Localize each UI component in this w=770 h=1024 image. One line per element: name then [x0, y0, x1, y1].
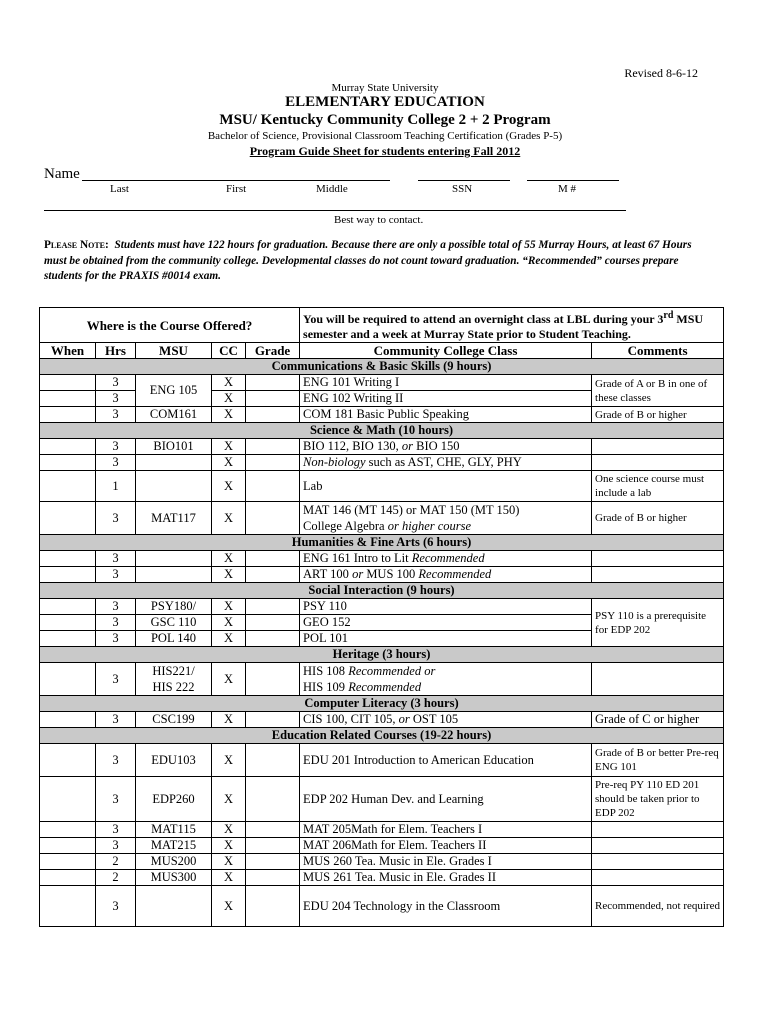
cc-cell: X — [212, 663, 246, 696]
section-title: Heritage (3 hours) — [40, 647, 724, 663]
class-cell: COM 181 Basic Public Speaking — [300, 407, 592, 423]
cc-cell: X — [212, 391, 246, 407]
when-cell[interactable] — [40, 822, 96, 838]
name-field[interactable] — [82, 180, 390, 181]
hrs-cell: 3 — [96, 615, 136, 631]
when-cell[interactable] — [40, 712, 96, 728]
class-cell: MUS 260 Tea. Music in Ele. Grades I — [300, 854, 592, 870]
lbl-notice-b: MSU semester and a week at Murray State prior to Student Teaching. — [303, 312, 704, 341]
when-cell[interactable] — [40, 375, 96, 391]
cc-cell: X — [212, 551, 246, 567]
section-social — [40, 583, 724, 599]
class-cell: MUS 261 Tea. Music in Ele. Grades II — [300, 870, 592, 886]
where-offered-heading: Where is the Course Offered? — [40, 308, 300, 343]
column-header-row — [40, 343, 724, 359]
col-grade: Grade — [246, 343, 300, 359]
table-row — [40, 439, 724, 455]
university-name: Murray State University — [331, 82, 439, 94]
when-cell[interactable] — [40, 615, 96, 631]
grade-cell[interactable] — [246, 455, 300, 471]
class-cell: GEO 152 — [300, 615, 592, 631]
grade-cell[interactable] — [246, 567, 300, 583]
msu-cell — [136, 886, 212, 927]
cc-cell: X — [212, 599, 246, 615]
class-cell — [300, 712, 592, 728]
table-row — [40, 870, 724, 886]
msu-line-2: HIS 222 — [152, 680, 195, 694]
section-science-math — [40, 423, 724, 439]
class-cell — [300, 502, 592, 535]
grade-cell[interactable] — [246, 599, 300, 615]
cc-cell: X — [212, 502, 246, 535]
class-text-b: MUS 100 — [363, 567, 419, 581]
cc-cell: X — [212, 455, 246, 471]
msu-cell: MAT115 — [136, 822, 212, 838]
ssn-label: SSN — [452, 183, 473, 195]
msu-cell: BIO101 — [136, 439, 212, 455]
grade-cell[interactable] — [246, 631, 300, 647]
table-row — [40, 375, 724, 391]
when-cell[interactable] — [40, 631, 96, 647]
grade-cell[interactable] — [246, 439, 300, 455]
grade-cell[interactable] — [246, 471, 300, 502]
grade-cell[interactable] — [246, 777, 300, 822]
contact-field[interactable] — [44, 210, 626, 211]
class-line-2: College Algebra — [303, 519, 388, 533]
hrs-cell: 3 — [96, 391, 136, 407]
cc-cell: X — [212, 439, 246, 455]
table-row — [40, 407, 724, 423]
when-cell[interactable] — [40, 838, 96, 854]
comment-cell: Grade of B or better Pre-req ENG 101 — [592, 744, 724, 777]
comment-cell — [592, 567, 724, 583]
class-cell: EDU 201 Introduction to American Education — [300, 744, 592, 777]
section-title: Humanities & Fine Arts (6 hours) — [40, 535, 724, 551]
section-title: Social Interaction (9 hours) — [40, 583, 724, 599]
class-text: ART 100 — [303, 567, 353, 581]
when-cell[interactable] — [40, 663, 96, 696]
table-row — [40, 551, 724, 567]
hrs-cell: 3 — [96, 599, 136, 615]
comment-cell: Grade of B or higher — [592, 407, 724, 423]
table-row — [40, 599, 724, 615]
class-text: BIO 112, BIO 130, — [303, 439, 402, 453]
cc-cell: X — [212, 886, 246, 927]
section-heritage — [40, 647, 724, 663]
name-label: Name — [44, 166, 80, 182]
class-recommended: Recommended — [411, 551, 485, 565]
class-or: or — [401, 439, 413, 453]
hrs-cell: 3 — [96, 502, 136, 535]
class-cell: POL 101 — [300, 631, 592, 647]
comment-cell: Recommended, not required — [592, 886, 724, 927]
table-row — [40, 777, 724, 822]
when-cell[interactable] — [40, 551, 96, 567]
cc-cell: X — [212, 712, 246, 728]
lbl-notice-a: You will be required to attend an overnight class at LBL during your 3 — [303, 312, 664, 326]
grade-cell[interactable] — [246, 375, 300, 391]
table-row — [40, 744, 724, 777]
please-note — [44, 238, 716, 285]
grade-cell[interactable] — [246, 886, 300, 927]
hrs-cell: 3 — [96, 439, 136, 455]
degree-subtitle: Bachelor of Science, Provisional Classroom Teaching Certification (Grades P-5) — [207, 130, 563, 142]
grade-cell[interactable] — [246, 838, 300, 854]
msu-line-1: HIS221/ — [152, 664, 195, 678]
class-line-1: MAT 146 (MT 145) or MAT 150 (MT 150) — [303, 503, 520, 517]
grade-cell[interactable] — [246, 663, 300, 696]
comment-cell: Grade of B or higher — [592, 502, 724, 535]
grade-cell[interactable] — [246, 407, 300, 423]
grade-cell[interactable] — [246, 744, 300, 777]
when-cell[interactable] — [40, 439, 96, 455]
section-computer — [40, 696, 724, 712]
when-cell[interactable] — [40, 391, 96, 407]
m-number-field[interactable] — [527, 180, 619, 181]
class-cell — [300, 663, 592, 696]
hrs-cell: 2 — [96, 854, 136, 870]
class-cell — [300, 455, 592, 471]
cc-cell: X — [212, 567, 246, 583]
hrs-cell: 3 — [96, 886, 136, 927]
revised-date: Revised 8-6-12 — [624, 66, 698, 80]
col-hrs: Hrs — [96, 343, 136, 359]
cc-cell: X — [212, 744, 246, 777]
grade-cell[interactable] — [246, 712, 300, 728]
when-cell[interactable] — [40, 455, 96, 471]
table-row — [40, 471, 724, 502]
hrs-cell: 2 — [96, 870, 136, 886]
hrs-cell: 3 — [96, 375, 136, 391]
table-row — [40, 838, 724, 854]
grade-cell[interactable] — [246, 822, 300, 838]
when-cell[interactable] — [40, 407, 96, 423]
class-cell: Lab — [300, 471, 592, 502]
comment-cell — [592, 439, 724, 455]
msu-cell: MUS300 — [136, 870, 212, 886]
msu-cell — [136, 663, 212, 696]
cc-cell: X — [212, 631, 246, 647]
section-humanities — [40, 535, 724, 551]
note-lead: Please Note: — [44, 239, 109, 251]
class-text-b: BIO 150 — [413, 439, 460, 453]
cc-cell: X — [212, 854, 246, 870]
cc-cell: X — [212, 375, 246, 391]
section-communications — [40, 359, 724, 375]
msu-cell — [136, 551, 212, 567]
table-row — [40, 854, 724, 870]
lbl-notice — [300, 308, 724, 343]
class-cell: EDU 204 Technology in the Classroom — [300, 886, 592, 927]
ssn-field[interactable] — [418, 180, 510, 181]
section-title: Science & Math (10 hours) — [40, 423, 724, 439]
cc-cell: X — [212, 870, 246, 886]
comment-cell — [592, 838, 724, 854]
table-row — [40, 822, 724, 838]
grade-cell[interactable] — [246, 502, 300, 535]
when-cell[interactable] — [40, 886, 96, 927]
table-row — [40, 455, 724, 471]
grade-cell[interactable] — [246, 854, 300, 870]
when-cell[interactable] — [40, 854, 96, 870]
class-italic: Non-biology — [303, 455, 366, 469]
comment-cell — [592, 663, 724, 696]
hrs-cell: 3 — [96, 838, 136, 854]
hrs-cell: 3 — [96, 663, 136, 696]
cc-cell: X — [212, 822, 246, 838]
comment-cell — [592, 854, 724, 870]
msu-cell: EDU103 — [136, 744, 212, 777]
m-number-label: M # — [558, 183, 577, 195]
grade-cell[interactable] — [246, 551, 300, 567]
col-msu: MSU — [136, 343, 212, 359]
comment-cell: Grade of C or higher — [592, 712, 724, 728]
comment-cell — [592, 455, 724, 471]
when-cell[interactable] — [40, 502, 96, 535]
class-cell: MAT 205Math for Elem. Teachers I — [300, 822, 592, 838]
class-text-b: OST 105 — [409, 712, 459, 726]
table-row — [40, 712, 724, 728]
grade-cell[interactable] — [246, 615, 300, 631]
table-row — [40, 502, 724, 535]
class-line-2-italic: Recommended — [348, 680, 422, 694]
class-cell: MAT 206Math for Elem. Teachers II — [300, 838, 592, 854]
hrs-cell: 3 — [96, 777, 136, 822]
col-when: When — [40, 343, 96, 359]
msu-cell — [136, 471, 212, 502]
msu-cell — [136, 455, 212, 471]
table-row — [40, 886, 724, 927]
when-cell[interactable] — [40, 870, 96, 886]
section-title: Computer Literacy (3 hours) — [40, 696, 724, 712]
hrs-cell: 3 — [96, 712, 136, 728]
comment-cell: Grade of A or B in one of these classes — [592, 375, 724, 407]
hrs-cell: 3 — [96, 455, 136, 471]
msu-cell: MAT215 — [136, 838, 212, 854]
section-title: Education Related Courses (19-22 hours) — [40, 728, 724, 744]
col-class: Community College Class — [300, 343, 592, 359]
lbl-notice-sup: rd — [663, 310, 674, 321]
class-text: ENG 161 Intro to Lit — [303, 551, 412, 565]
when-cell[interactable] — [40, 744, 96, 777]
when-cell[interactable] — [40, 599, 96, 615]
msu-cell: MUS200 — [136, 854, 212, 870]
msu-cell: EDP260 — [136, 777, 212, 822]
cc-cell: X — [212, 471, 246, 502]
col-comments: Comments — [592, 343, 724, 359]
cc-cell: X — [212, 777, 246, 822]
comment-cell: Pre-req PY 110 ED 201 should be taken prior to EDP 202 — [592, 777, 724, 822]
hrs-cell: 3 — [96, 551, 136, 567]
note-text: Students must have 122 hours for graduation. Because there are only a possible total of 55 Murray Hours, at least 67 Hours must be obtained from the community college. Developmental classes do not count toward graduation. “Recommended” courses prepare students for the PRAXIS #0014 exam. — [44, 239, 692, 282]
class-cell: PSY 110 — [300, 599, 592, 615]
cc-cell: X — [212, 615, 246, 631]
contact-label: Best way to contact. — [334, 214, 424, 226]
class-line-1-italic: Recommended or — [348, 664, 436, 678]
class-text-b: such as AST, CHE, GLY, PHY — [365, 455, 522, 469]
page-title: ELEMENTARY EDUCATION — [285, 94, 485, 110]
msu-cell — [136, 567, 212, 583]
msu-cell: POL 140 — [136, 631, 212, 647]
class-cell: ENG 101 Writing I — [300, 375, 592, 391]
class-or: or — [398, 712, 410, 726]
msu-cell: COM161 — [136, 407, 212, 423]
class-text: CIS 100, CIT 105, — [303, 712, 399, 726]
when-cell[interactable] — [40, 567, 96, 583]
middle-label: Middle — [316, 183, 348, 195]
section-education — [40, 728, 724, 744]
hrs-cell: 3 — [96, 631, 136, 647]
class-cell: ENG 102 Writing II — [300, 391, 592, 407]
msu-cell: PSY180/ — [136, 599, 212, 615]
last-label: Last — [110, 183, 129, 195]
msu-cell: CSC199 — [136, 712, 212, 728]
grade-cell[interactable] — [246, 870, 300, 886]
program-title: MSU/ Kentucky Community College 2 + 2 Program — [219, 112, 551, 128]
comment-cell — [592, 822, 724, 838]
table-row — [40, 567, 724, 583]
cc-cell: X — [212, 407, 246, 423]
grade-cell[interactable] — [246, 391, 300, 407]
cc-cell: X — [212, 838, 246, 854]
hrs-cell: 3 — [96, 744, 136, 777]
col-cc: CC — [212, 343, 246, 359]
hrs-cell: 1 — [96, 471, 136, 502]
class-cell — [300, 439, 592, 455]
class-line-2: HIS 109 — [303, 680, 349, 694]
msu-cell: ENG 105 — [136, 375, 212, 407]
class-or: or — [352, 567, 364, 581]
guide-title: Program Guide Sheet for students entering Fall 2012 — [249, 144, 521, 158]
msu-cell: GSC 110 — [136, 615, 212, 631]
hrs-cell: 3 — [96, 567, 136, 583]
section-title: Communications & Basic Skills (9 hours) — [40, 359, 724, 375]
hrs-cell: 3 — [96, 407, 136, 423]
when-cell[interactable] — [40, 777, 96, 822]
comment-cell: One science course must include a lab — [592, 471, 724, 502]
first-label: First — [226, 183, 247, 195]
comment-cell: PSY 110 is a prerequisite for EDP 202 — [592, 599, 724, 647]
comment-cell — [592, 551, 724, 567]
course-table — [39, 307, 724, 927]
comment-cell — [592, 870, 724, 886]
class-cell — [300, 551, 592, 567]
table-top-row — [40, 308, 724, 343]
class-line-2-italic: or higher course — [387, 519, 472, 533]
hrs-cell: 3 — [96, 822, 136, 838]
table-row — [40, 663, 724, 696]
class-line-1: HIS 108 — [303, 664, 349, 678]
class-recommended: Recommended — [418, 567, 492, 581]
class-cell: EDP 202 Human Dev. and Learning — [300, 777, 592, 822]
msu-cell: MAT117 — [136, 502, 212, 535]
when-cell[interactable] — [40, 471, 96, 502]
class-cell — [300, 567, 592, 583]
